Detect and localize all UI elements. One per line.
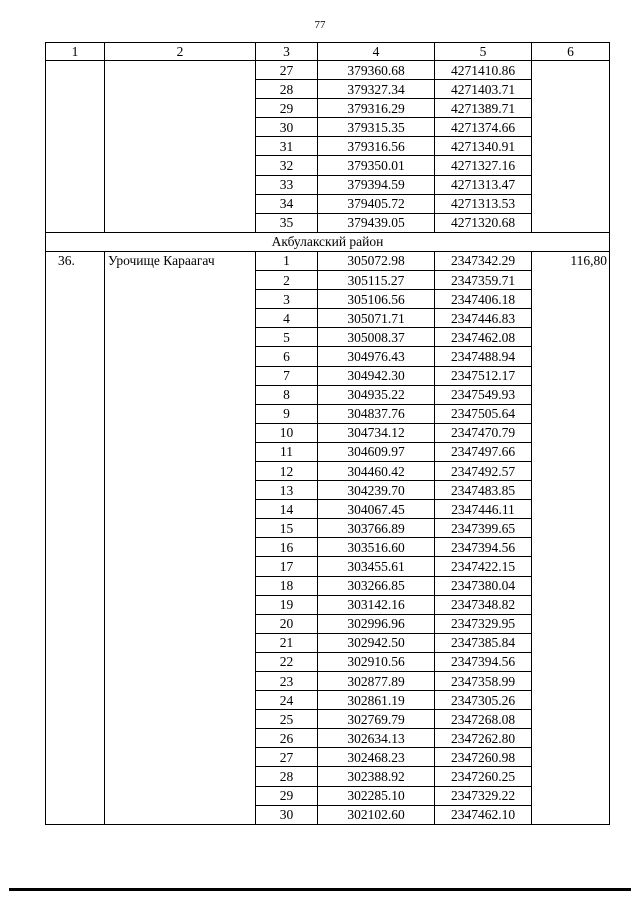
coordinate-x: 302468.23	[318, 748, 435, 767]
coordinate-x: 304935.22	[318, 385, 435, 404]
coordinate-x: 302996.96	[318, 614, 435, 633]
coordinate-y: 2347358.99	[435, 672, 532, 691]
column-header-2: 2	[105, 43, 256, 61]
column-header-3: 3	[256, 43, 318, 61]
coordinate-y: 4271410.86	[435, 61, 532, 80]
coordinate-x: 302942.50	[318, 633, 435, 652]
coordinate-x: 304942.30	[318, 366, 435, 385]
point-number: 12	[256, 461, 318, 480]
point-number: 32	[256, 156, 318, 175]
coordinate-x: 379316.29	[318, 99, 435, 118]
coordinate-y: 2347470.79	[435, 423, 532, 442]
site-area: 116,80	[532, 251, 610, 824]
coordinate-y: 2347446.83	[435, 309, 532, 328]
coordinate-y: 2347549.93	[435, 385, 532, 404]
coordinate-x: 302388.92	[318, 767, 435, 786]
coordinate-x: 304837.76	[318, 404, 435, 423]
coordinate-x: 303142.16	[318, 595, 435, 614]
point-number: 21	[256, 633, 318, 652]
coordinate-y: 2347329.22	[435, 786, 532, 805]
coordinate-x: 379315.35	[318, 118, 435, 137]
column-header-4: 4	[318, 43, 435, 61]
coordinate-y: 2347446.11	[435, 500, 532, 519]
coordinate-x: 302769.79	[318, 710, 435, 729]
table-row	[46, 61, 610, 80]
point-number: 28	[256, 767, 318, 786]
coordinate-x: 302285.10	[318, 786, 435, 805]
site-name: Урочище Караагач	[105, 251, 256, 824]
coordinate-x: 303455.61	[318, 557, 435, 576]
point-number: 13	[256, 481, 318, 500]
coordinate-y: 2347512.17	[435, 366, 532, 385]
point-number: 7	[256, 366, 318, 385]
coordinate-x: 304734.12	[318, 423, 435, 442]
column-header-6: 6	[532, 43, 610, 61]
point-number: 4	[256, 309, 318, 328]
coordinate-x: 305115.27	[318, 271, 435, 290]
coordinate-x: 304460.42	[318, 461, 435, 480]
point-number: 29	[256, 99, 318, 118]
coordinate-y: 2347348.82	[435, 595, 532, 614]
coordinate-x: 379360.68	[318, 61, 435, 80]
coordinate-y: 2347505.64	[435, 404, 532, 423]
coordinate-y: 2347488.94	[435, 347, 532, 366]
coordinate-x: 379394.59	[318, 175, 435, 194]
point-number: 20	[256, 614, 318, 633]
point-number: 31	[256, 137, 318, 156]
coordinate-y: 2347342.29	[435, 251, 532, 270]
point-number: 28	[256, 80, 318, 99]
district-row	[46, 232, 610, 251]
page-number: 77	[314, 19, 326, 31]
point-number: 27	[256, 61, 318, 80]
point-number: 35	[256, 213, 318, 232]
coordinate-x: 302102.60	[318, 805, 435, 824]
coordinate-y: 4271313.47	[435, 175, 532, 194]
coordinate-x: 379327.34	[318, 80, 435, 99]
point-number: 18	[256, 576, 318, 595]
coordinate-y: 2347385.84	[435, 633, 532, 652]
point-number: 15	[256, 519, 318, 538]
coordinate-y: 2347492.57	[435, 461, 532, 480]
point-number: 24	[256, 691, 318, 710]
point-number: 3	[256, 290, 318, 309]
coordinate-x: 303516.60	[318, 538, 435, 557]
coordinate-y: 2347422.15	[435, 557, 532, 576]
point-number: 17	[256, 557, 318, 576]
site-number-cell	[46, 61, 105, 233]
bottom-rule	[9, 888, 631, 891]
coordinate-x: 305071.71	[318, 309, 435, 328]
point-number: 2	[256, 271, 318, 290]
coordinate-x: 379316.56	[318, 137, 435, 156]
point-number: 33	[256, 175, 318, 194]
point-number: 5	[256, 328, 318, 347]
coordinate-y: 2347406.18	[435, 290, 532, 309]
coordinate-y: 2347399.65	[435, 519, 532, 538]
coordinate-y: 4271403.71	[435, 80, 532, 99]
coordinate-y: 2347394.56	[435, 652, 532, 671]
coordinate-y: 4271327.16	[435, 156, 532, 175]
coordinate-x: 302861.19	[318, 691, 435, 710]
coordinate-x: 379439.05	[318, 213, 435, 232]
point-number: 6	[256, 347, 318, 366]
coordinate-y: 2347483.85	[435, 481, 532, 500]
area-cell	[532, 61, 610, 233]
site-number: 36.	[46, 251, 105, 824]
point-number: 11	[256, 442, 318, 461]
coordinate-x: 304239.70	[318, 481, 435, 500]
coordinate-x: 304067.45	[318, 500, 435, 519]
coordinate-y: 2347359.71	[435, 271, 532, 290]
coordinate-y: 2347268.08	[435, 710, 532, 729]
point-number: 29	[256, 786, 318, 805]
point-number: 1	[256, 251, 318, 270]
coordinate-x: 302634.13	[318, 729, 435, 748]
point-number: 25	[256, 710, 318, 729]
coordinate-y: 4271374.66	[435, 118, 532, 137]
column-header-5: 5	[435, 43, 532, 61]
point-number: 22	[256, 652, 318, 671]
point-number: 14	[256, 500, 318, 519]
point-number: 23	[256, 672, 318, 691]
coordinate-y: 4271320.68	[435, 213, 532, 232]
coordinate-y: 2347380.04	[435, 576, 532, 595]
coordinate-y: 2347260.25	[435, 767, 532, 786]
coordinate-x: 304609.97	[318, 442, 435, 461]
coordinate-x: 379350.01	[318, 156, 435, 175]
coordinate-y: 2347260.98	[435, 748, 532, 767]
coordinate-y: 2347262.80	[435, 729, 532, 748]
coordinate-x: 302910.56	[318, 652, 435, 671]
coordinate-x: 305008.37	[318, 328, 435, 347]
column-header-1: 1	[46, 43, 105, 61]
point-number: 27	[256, 748, 318, 767]
coordinate-x: 304976.43	[318, 347, 435, 366]
coordinates-table	[45, 42, 610, 825]
point-number: 10	[256, 423, 318, 442]
coordinate-y: 4271389.71	[435, 99, 532, 118]
coordinate-x: 302877.89	[318, 672, 435, 691]
coordinate-x: 305106.56	[318, 290, 435, 309]
point-number: 30	[256, 805, 318, 824]
coordinate-y: 2347462.10	[435, 805, 532, 824]
point-number: 34	[256, 194, 318, 213]
district-name: Акбулакский район	[46, 232, 610, 251]
table-row	[46, 251, 610, 270]
coordinate-x: 303266.85	[318, 576, 435, 595]
point-number: 19	[256, 595, 318, 614]
point-number: 30	[256, 118, 318, 137]
coordinate-y: 2347305.26	[435, 691, 532, 710]
coordinate-y: 2347497.66	[435, 442, 532, 461]
point-number: 16	[256, 538, 318, 557]
site-name-cell	[105, 61, 256, 233]
header-row	[46, 43, 610, 61]
coordinate-y: 2347462.08	[435, 328, 532, 347]
table-body	[46, 43, 610, 825]
point-number: 8	[256, 385, 318, 404]
point-number: 9	[256, 404, 318, 423]
coordinate-x: 379405.72	[318, 194, 435, 213]
point-number: 26	[256, 729, 318, 748]
coordinate-y: 2347329.95	[435, 614, 532, 633]
coordinate-x: 305072.98	[318, 251, 435, 270]
coordinate-y: 4271340.91	[435, 137, 532, 156]
coordinate-y: 2347394.56	[435, 538, 532, 557]
coordinate-x: 303766.89	[318, 519, 435, 538]
coordinate-y: 4271313.53	[435, 194, 532, 213]
